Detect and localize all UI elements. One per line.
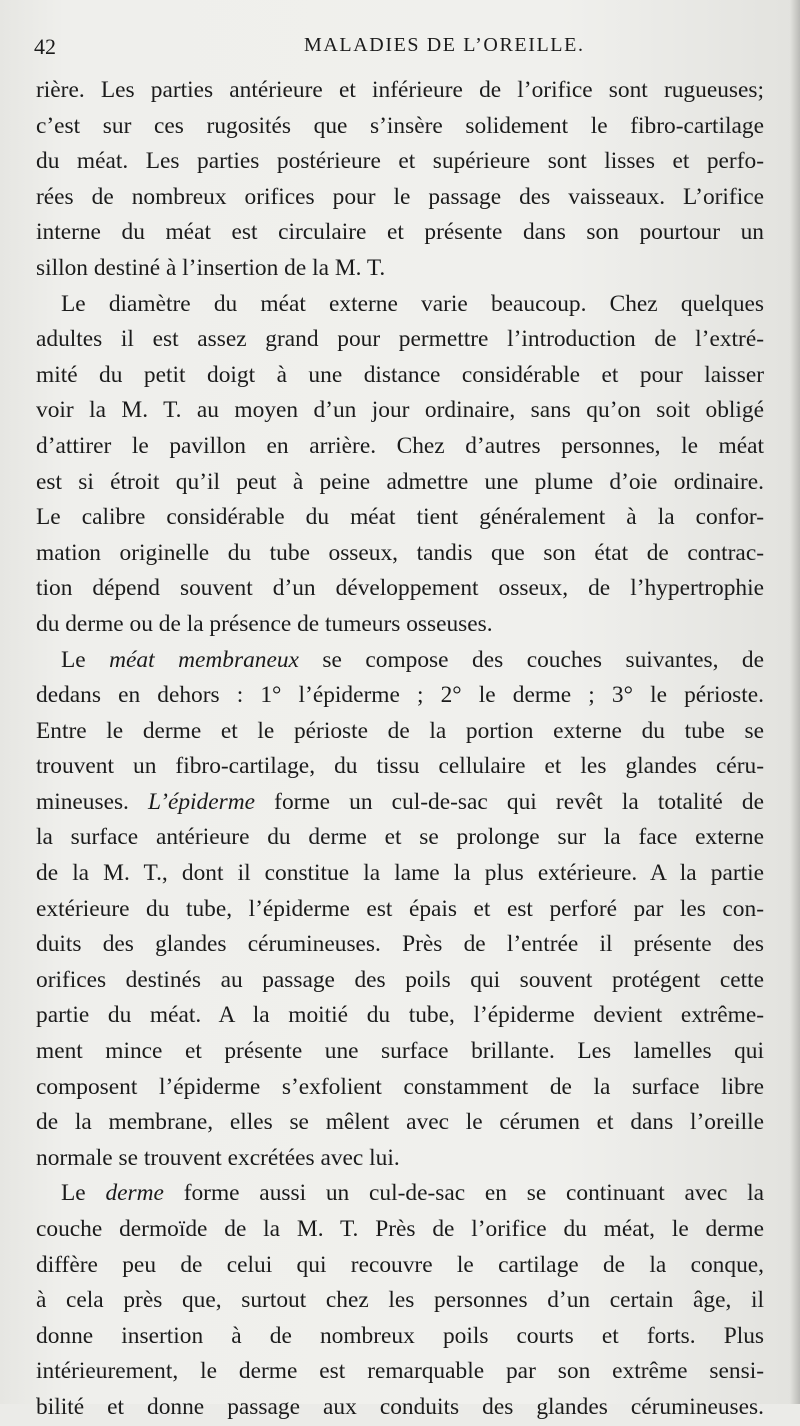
text-line: interne du méat est circulaire et présente dans son pourtour un	[36, 219, 764, 246]
text-run: mineuses.	[36, 788, 149, 815]
text-line	[36, 1176, 764, 1212]
page-number: 42	[34, 34, 56, 59]
text-line: voir la M. T. au moyen d’un jour ordinaire, sans qu’on soit obligé	[36, 397, 764, 424]
text-line: rées de nombreux orifices pour le passage des vaisseaux. L’orifice	[36, 183, 764, 210]
text-line: rière. Les parties antérieure et inférieure de l’orifice sont rugueuses;	[36, 77, 764, 103]
text-line: normale se trouvent excrétées avec lui.	[36, 1144, 400, 1171]
text-line: bilité et donne passage aux conduits des glandes cérumineuses.	[36, 1393, 764, 1420]
text-line: c’est sur ces rugosités que s’insère solidement le fibro-cartilage	[36, 112, 764, 139]
text-line: adultes il est assez grand pour permettre l’introduction de l’extré-	[36, 326, 764, 353]
text-line: de la M. T., dont il constitue la lame la plus extérieure. A la partie	[36, 860, 764, 887]
text-line: duits des glandes cérumineuses. Près de l’entrée il présente des	[36, 931, 764, 958]
text-line: est si étroit qu’il peut à peine admettre une plume d’oie ordinaire.	[36, 468, 764, 495]
text-line: Le diamètre du méat externe varie beaucoup. Chez quelques	[61, 290, 764, 317]
body-text	[36, 73, 764, 1426]
italic-term: derme	[105, 1180, 164, 1207]
text-run: Le	[61, 646, 110, 673]
text-run: Le	[61, 1180, 106, 1207]
text-line: extérieure du tube, l’épiderme est épais et est perforé par les con-	[36, 895, 764, 922]
italic-term: méat membraneux	[109, 646, 299, 673]
running-title: MALADIES DE L’OREILLE.	[304, 34, 585, 56]
paragraph-4	[36, 1176, 764, 1425]
text-line: à cela près que, surtout chez les personnes d’un certain âge, il	[36, 1287, 764, 1314]
text-line: d’attirer le pavillon en arrière. Chez d’autres personnes, le méat	[36, 432, 764, 459]
text-run: se compose des couches suivantes, de	[298, 646, 764, 673]
page-edge-shadow	[790, 0, 800, 1404]
text-run: forme un cul-de-sac qui revêt la totalité de	[255, 788, 765, 815]
text-line: Entre le derme et le périoste de la portion externe du tube se	[36, 717, 764, 744]
italic-term: L’épiderme	[148, 788, 256, 815]
text-line: diffère peu de celui qui recouvre le cartilage de la conque,	[36, 1251, 764, 1278]
text-line: couche dermoïde de la M. T. Près de l’orifice du méat, le derme	[36, 1216, 764, 1242]
text-line	[36, 643, 764, 679]
paragraph-2	[36, 287, 764, 643]
text-line: du méat. Les parties postérieure et supérieure sont lisses et perfo-	[36, 148, 764, 175]
text-line: composent l’épiderme s’exfolient constamment de la surface libre	[36, 1073, 764, 1100]
text-line: sillon destiné à l’insertion de la M. T.	[36, 254, 386, 281]
text-line: mation originelle du tube osseux, tandis que son état de contrac-	[36, 539, 764, 566]
text-line	[36, 785, 764, 821]
paragraph-1	[36, 73, 764, 287]
page-header	[34, 30, 760, 64]
text-line: du derme ou de la présence de tumeurs osseuses.	[36, 610, 493, 637]
text-line: donne insertion à de nombreux poils courts et forts. Plus	[36, 1322, 764, 1349]
text-line: dedans en dehors : 1° l’épiderme ; 2° le derme ; 3° le périoste.	[36, 682, 764, 709]
text-line: mité du petit doigt à une distance considérable et pour laisser	[36, 361, 764, 388]
text-line: partie du méat. A la moitié du tube, l’épiderme devient extrême-	[36, 1002, 764, 1029]
text-line: la surface antérieure du derme et se prolonge sur la face externe	[36, 824, 764, 851]
text-line: Le calibre considérable du méat tient généralement à la confor-	[36, 504, 764, 531]
text-line: ment mince et présente une surface brillante. Les lamelles qui	[36, 1038, 764, 1065]
text-run: forme aussi un cul-de-sac en se continuant avec la	[163, 1180, 764, 1207]
paragraph-3	[36, 643, 764, 1177]
text-line: de la membrane, elles se mêlent avec le cérumen et dans l’oreille	[36, 1109, 764, 1136]
text-line: orifices destinés au passage des poils qui souvent protégent cette	[36, 966, 764, 993]
text-line: trouvent un fibro-cartilage, du tissu cellulaire et les glandes céru-	[36, 753, 764, 780]
text-line: tion dépend souvent d’un développement osseux, de l’hypertrophie	[36, 575, 764, 602]
text-line: intérieurement, le derme est remarquable par son extrême sensi-	[36, 1358, 764, 1385]
